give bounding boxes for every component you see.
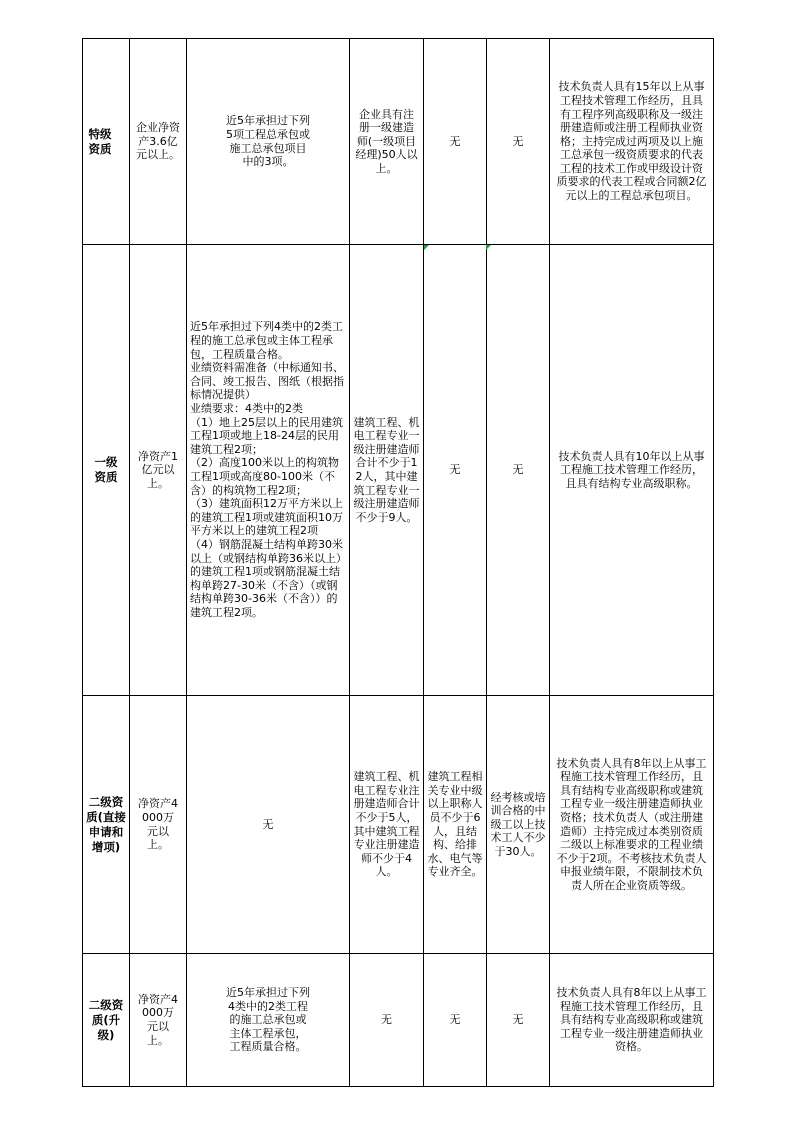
builders-cell: 建筑工程、机电工程专业一级注册建造师合计不少于12人，其中建筑工程专业一级注册建造师不少于9人。 — [350, 245, 424, 696]
table-row-level-1 — [83, 245, 714, 696]
tech-lead-cell: 技术负责人具有15年以上从事工程技术管理工作经历，且具有工程序列高级职称及一级注册建造师或注册工程师执业资格；主持完成过两项及以上施工总承包一级资质要求的代表工程的技术工作或甲级设计资质要求的代表工程或合同额2亿元以上的工程总承包项目。 — [550, 39, 714, 245]
title-staff-cell: 建筑工程相关专业中级以上职称人员不少于6人，且结构、给排水、电气等专业齐全。 — [424, 696, 487, 954]
title-staff-cell: 无 — [424, 245, 487, 696]
qualification-table — [82, 38, 714, 1087]
title-staff-cell: 无 — [424, 39, 487, 245]
workers-cell: 无 — [487, 954, 550, 1087]
level-cell: 二级资质(升级) — [83, 954, 130, 1087]
comment-marker — [424, 245, 429, 250]
table-row-level-2-direct — [83, 696, 714, 954]
workers-cell: 无 — [487, 245, 550, 696]
builders-cell: 建筑工程、机电工程专业注册建造师合计不少于5人，其中建筑工程专业注册建造师不少于4人。 — [350, 696, 424, 954]
tech-lead-cell: 技术负责人具有8年以上从事工程施工技术管理工作经历，且具有结构专业高级职称或建筑工程专业一级注册建造师执业资格；技术负责人（或注册建造师）主持完成过本类别资质二级以上标准要求的工程业绩不少于2项。不考核技术负责人申报业绩年限，不限制技术负责人所在企业资质等级。 — [550, 696, 714, 954]
workers-cell: 经考核或培训合格的中级工以上技术工人不少于30人。 — [487, 696, 550, 954]
title-staff-cell: 无 — [424, 954, 487, 1087]
tech-lead-cell: 技术负责人具有10年以上从事工程施工技术管理工作经历，且具有结构专业高级职称。 — [550, 245, 714, 696]
workers-cell: 无 — [487, 39, 550, 245]
performance-cell: 无 — [187, 696, 350, 954]
tech-lead-cell: 技术负责人具有8年以上从事工程施工技术管理工作经历，且具有结构专业高级职称或建筑工程专业一级注册建造师执业资格。 — [550, 954, 714, 1087]
builders-cell: 企业具有注册一级建造师(一级项目经理)50人以上。 — [350, 39, 424, 245]
builders-cell: 无 — [350, 954, 424, 1087]
performance-cell: 近5年承担过下列4类中的2类工程的施工总承包或主体工程承包，工程质量合格。 — [187, 954, 350, 1087]
net-assets-cell: 净资产4000万元以上。 — [130, 954, 187, 1087]
comment-marker — [486, 245, 491, 250]
level-cell: 一级资质 — [83, 245, 130, 696]
table-row-special — [83, 39, 714, 245]
performance-cell: 近5年承担过下列4类中的2类工程的施工总承包或主体工程承包，工程质量合格。 业绩资料需准备（中标通知书、合同、竣工报告、图纸（根据指标情况提供） 业绩要求：4类中的2类 （1）地上25层以上的民用建筑工程1项或地上18-24层的民用建筑工程2项； （2）高度100米以上的构筑物工程1项或高度80-100米（不含）的构筑物工程2项； （3）建筑面积12万平方米以上的建筑工程1项或建筑面积10万平方米以上的建筑工程2项 （4）钢筋混凝土结构单跨30米以上（或钢结构单跨36米以上）的建筑工程1项或钢筋混凝土结构单跨27-30米（不含）（或钢结构单跨30-36米（不含））的建筑工程2项。 — [187, 245, 350, 696]
net-assets-cell: 净资产1亿元以上。 — [130, 245, 187, 696]
qualification-table-sheet — [82, 38, 713, 1086]
net-assets-cell: 净资产4000万元以上。 — [130, 696, 187, 954]
performance-cell: 近5年承担过下列5项工程总承包或施工总承包项目中的3项。 — [187, 39, 350, 245]
level-cell: 特级资质 — [83, 39, 130, 245]
table-row-level-2-upgrade — [83, 954, 714, 1087]
net-assets-cell: 企业净资产3.6亿元以上。 — [130, 39, 187, 245]
level-cell: 二级资质(直接申请和增项) — [83, 696, 130, 954]
